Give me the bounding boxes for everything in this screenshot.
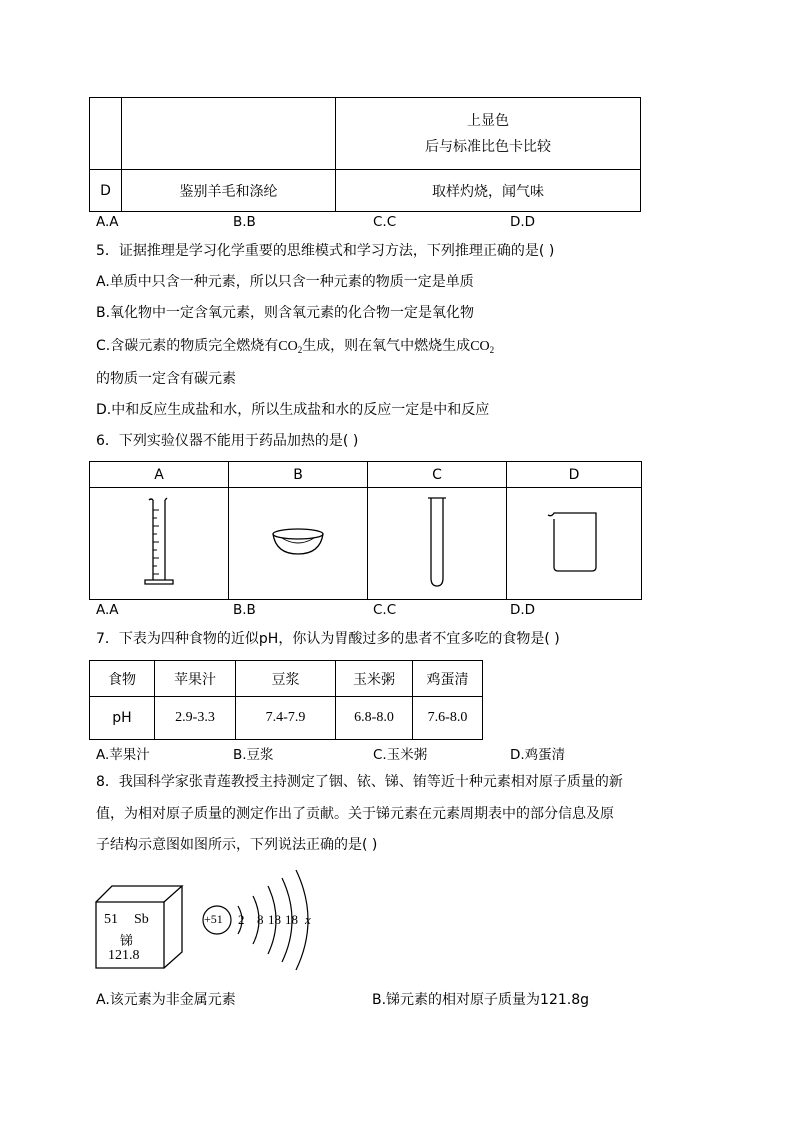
instrument-header-c: C xyxy=(368,462,507,488)
shell-4-electrons: 18 xyxy=(285,912,298,927)
q4-option-a[interactable]: A.A xyxy=(96,214,119,230)
q7-option-d[interactable]: D.鸡蛋清 xyxy=(510,747,566,763)
q5-c-pre: C.含碳元素的物质完全燃烧有 xyxy=(96,338,279,354)
top-table-r1c2 xyxy=(122,98,336,170)
instrument-cell-a xyxy=(90,488,229,600)
q6-stem: 6．下列实验仪器不能用于药品加热的是( ) xyxy=(96,433,359,449)
element-number: 51 xyxy=(104,912,118,927)
ph-corn: 6.8-8.0 xyxy=(336,697,413,740)
q6-option-c[interactable]: C.C xyxy=(373,602,397,618)
top-table-method: 取样灼烧，闻气味 xyxy=(336,170,641,212)
q5-option-d[interactable]: D.中和反应生成盐和水，所以生成盐和水的反应一定是中和反应 xyxy=(96,402,490,418)
q8-stem-line1: 8．我国科学家张青莲教授主持测定了铟、铱、锑、铕等近十种元素相对原子质量的新 xyxy=(96,774,623,790)
element-name: 锑 xyxy=(120,934,134,949)
color-text-line1: 上显色 xyxy=(467,112,509,129)
ph-header-egg: 鸡蛋清 xyxy=(413,661,483,697)
q8-stem-line2: 值，为相对原子质量的测定作出了贡献。关于锑元素在元素周期表中的部分信息及原 xyxy=(96,806,614,822)
ph-header-food: 食物 xyxy=(90,661,155,697)
color-text-line2: 后与标准比色卡比较 xyxy=(425,138,551,155)
q5-c-mid: 生成，则在氧气中燃烧生成 xyxy=(302,338,471,354)
shell-2-electrons: 8 xyxy=(257,912,264,927)
graduated-cylinder-icon xyxy=(139,494,179,590)
ph-table xyxy=(89,660,483,740)
shell-3-electrons: 18 xyxy=(268,912,281,927)
q8-option-b[interactable]: B.锑元素的相对原子质量为121.8g xyxy=(372,992,590,1008)
ph-header-soy: 豆浆 xyxy=(236,661,336,697)
q4-option-c[interactable]: C.C xyxy=(373,214,397,230)
element-symbol: Sb xyxy=(134,912,149,927)
q4-option-d[interactable]: D.D xyxy=(510,214,536,230)
q5-option-c-line1[interactable] xyxy=(96,337,494,359)
co2-formula-2: $CO_2$ xyxy=(470,339,495,355)
q5-stem: 5．证据推理是学习化学重要的思维模式和学习方法，下列推理正确的是( ) xyxy=(96,243,555,259)
instrument-table xyxy=(89,461,642,600)
ph-apple: 2.9-3.3 xyxy=(155,697,236,740)
q8-stem-line3: 子结构示意图如图所示，下列说法正确的是( ) xyxy=(96,837,378,853)
co2-formula-1: $CO_2$ xyxy=(278,339,303,355)
ph-header-corn: 玉米粥 xyxy=(336,661,413,697)
q7-stem: 7．下表为四种食物的近似pH，你认为胃酸过多的患者不宜多吃的食物是( ) xyxy=(96,631,560,647)
top-table xyxy=(89,97,641,212)
q7-option-b[interactable]: B.豆浆 xyxy=(233,747,274,763)
top-table-r1c3 xyxy=(336,98,641,170)
instrument-header-a: A xyxy=(90,462,229,488)
instrument-header-d: D xyxy=(507,462,642,488)
top-table-label-d: D xyxy=(90,170,122,212)
element-mass: 121.8 xyxy=(108,948,140,963)
beaker-icon xyxy=(544,507,604,577)
ph-header-apple: 苹果汁 xyxy=(155,661,236,697)
q7-option-a[interactable]: A.苹果汁 xyxy=(96,747,150,763)
shell-1-electrons: 2 xyxy=(238,912,245,927)
q7-option-c[interactable]: C.玉米粥 xyxy=(373,747,428,763)
q4-option-b[interactable]: B.B xyxy=(233,214,256,230)
q6-option-b[interactable]: B.B xyxy=(233,602,256,618)
top-table-purpose: 鉴别羊毛和涤纶 xyxy=(122,170,336,212)
q5-option-b[interactable]: B.氧化物中一定含氧元素，则含氧元素的化合物一定是氧化物 xyxy=(96,305,475,321)
shell-5-electrons: x xyxy=(305,912,311,927)
q5-option-a[interactable]: A.单质中只含一种元素，所以只含一种元素的物质一定是单质 xyxy=(96,274,474,290)
ph-soy: 7.4-7.9 xyxy=(236,697,336,740)
q5-option-c-line2: 的物质一定含有碳元素 xyxy=(96,371,236,387)
instrument-cell-b xyxy=(229,488,368,600)
evaporating-dish-icon xyxy=(268,522,328,562)
test-tube-icon xyxy=(422,492,452,592)
nucleus-charge: +51 xyxy=(204,912,223,926)
instrument-header-b: B xyxy=(229,462,368,488)
q8-option-a[interactable]: A.该元素为非金属元素 xyxy=(96,992,236,1008)
q6-option-d[interactable]: D.D xyxy=(510,602,536,618)
top-table-r1c1 xyxy=(90,98,122,170)
ph-row-label: pH xyxy=(90,697,155,740)
instrument-cell-d xyxy=(507,488,642,600)
q6-option-a[interactable]: A.A xyxy=(96,602,119,618)
instrument-cell-c xyxy=(368,488,507,600)
ph-egg: 7.6-8.0 xyxy=(413,697,483,740)
